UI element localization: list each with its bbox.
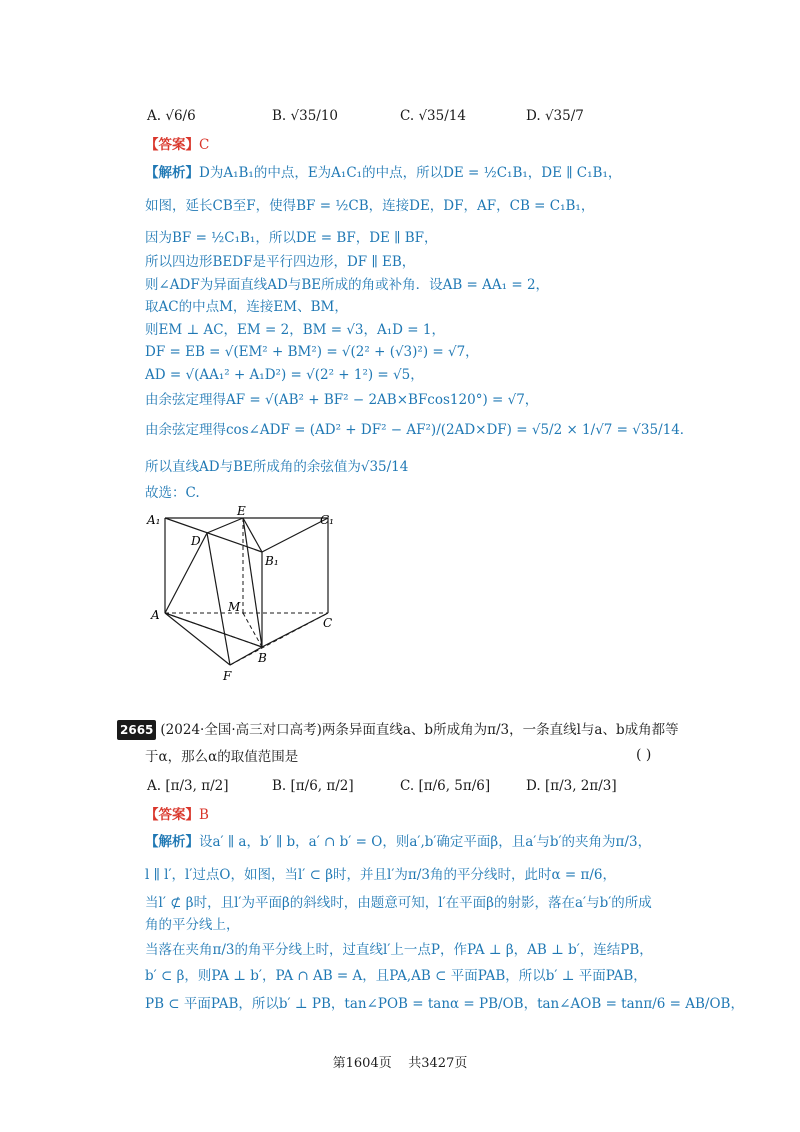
option-label: D. [526,108,541,124]
option-value: [π/3, 2π/3] [544,778,617,794]
q2-option-b [272,778,354,794]
q2-stem-line-1 [117,720,679,740]
label-b1: B₁ [265,554,279,568]
q2-stem-line-2: 于α，那么α的取值范围是 [145,749,299,765]
q2-option-d [526,778,617,794]
q2-analysis-line-4: 角的平分线上， [145,917,240,933]
edge-d-a [165,533,207,613]
edge-e-b [243,518,262,647]
question-number: 2665 [117,720,156,740]
label-d: D [191,534,201,548]
q1-option-c [400,108,466,124]
option-value: [π/6, 5π/6] [418,778,491,794]
answer-tag: 【答案】 [145,137,199,153]
label-a: A [151,608,160,622]
q1-analysis-line-12: 所以直线AD与BE所成角的余弦值为√35/14 [145,459,409,475]
prism-figure [145,505,365,690]
q1-option-b [272,108,338,124]
edge-f-c-hidden [230,613,328,665]
edge-b1-c1 [262,518,328,552]
answer-paren: ( ) [636,747,652,763]
option-label: C. [400,108,415,124]
label-b: B [258,651,267,665]
option-label: B. [272,108,287,124]
option-label: A. [147,778,162,794]
option-label: C. [400,778,415,794]
option-value: [π/3, π/2] [165,778,229,794]
q2-analysis-line-3: 当l′ ⊄ β时，且l′为平面β的斜线时，由题意可知，l′在平面β的射影，落在a′与b′的所成 [145,895,652,911]
q1-analysis-line-1 [145,163,621,183]
q2-option-c [400,778,490,794]
label-a1: A₁ [147,513,161,527]
q1-analysis-line-7: 则EM ⊥ AC，EM = 2，BM = √3，A₁D = 1， [145,322,445,338]
q1-analysis-line-5: 则∠ADF为异面直线AD与BE所成的角或补角．设AB = AA₁ = 2， [145,277,550,293]
label-e: E [237,505,246,518]
q1-analysis-line-8: DF = EB = √(EM² + BM²) = √(2² + (√3)²) = √7， [145,344,479,360]
stem-text: (2024·全国·高三对口高考)两条异面直线a、b所成角为π/3，一条直线l与a、b成角都等 [160,722,679,738]
option-label: A. [147,108,162,124]
answer-tag: 【答案】 [145,807,199,823]
q1-option-d [526,108,584,124]
option-value: [π/6, π/2] [290,778,354,794]
q1-analysis-line-13: 故选：C. [145,485,200,501]
q1-analysis-line-2: 如图，延长CB至F，使得BF = ½CB，连接DE，DF，AF，CB = C₁B₁， [145,198,595,214]
q2-analysis-line-2: l ∥ l′，l′过点O，如图，当l′ ⊂ β时，并且l′为π/3角的平分线时，此时α = π/6， [145,867,616,883]
q2-analysis-line-1 [145,832,651,852]
q1-analysis-line-6: 取AC的中点M，连接EM、BM， [145,299,348,315]
analysis-text: 设a′ ∥ a，b′ ∥ b，a′ ∩ b′ = O，则a′,b′确定平面β，且a′与b′的夹角为π/3， [199,834,652,850]
option-value: √35/14 [418,108,466,124]
option-label: D. [526,778,541,794]
q2-analysis-line-5: 当落在夹角π/3的角平分线上时，过直线l′上一点P，作PA ⊥ β，AB ⊥ b′，连结PB， [145,942,653,958]
answer-value: B [199,807,209,823]
page-footer [0,1052,800,1071]
answer-value: C [199,137,210,153]
edge-d-f [207,533,230,665]
q2-analysis-line-6: b′ ⊂ β，则PA ⊥ b′，PA ∩ AB = A，且PA,AB ⊂ 平面PAB，所以b′ ⊥ 平面PAB， [145,968,647,984]
edge-a1-b-hidden [165,613,262,647]
page-total: 共3427页 [408,1056,468,1071]
q1-analysis-line-10: 由余弦定理得AF = √(AB² + BF² − 2AB×BFcos120°) = √7， [145,392,539,408]
q1-analysis-line-11: 由余弦定理得cos∠ADF = (AD² + DF² − AF²)/(2AD×DF) = √5/2 × 1/√7 = √35/14． [145,422,694,438]
edge-d-e [207,518,243,533]
option-value: √35/10 [290,108,339,124]
q1-analysis-line-4: 所以四边形BEDF是平行四边形，DF ∥ EB， [145,254,416,270]
q2-option-a [147,778,228,794]
analysis-tag: 【解析】 [145,165,199,181]
q1-answer [145,135,209,155]
option-label: B. [272,778,287,794]
q1-analysis-line-9: AD = √(AA₁² + A₁D²) = √(2² + 1²) = √5， [145,367,424,383]
label-c: C [323,616,333,630]
edge-a-f [165,613,230,665]
q2-answer [145,805,209,825]
option-value: √6/6 [165,108,196,124]
label-m: M [228,600,241,614]
analysis-text: D为A₁B₁的中点，E为A₁C₁的中点，所以DE = ½C₁B₁，DE ∥ C₁B₁， [199,165,622,181]
q1-analysis-line-3: 因为BF = ½C₁B₁，所以DE = BF，DE ∥ BF， [145,230,438,246]
analysis-tag: 【解析】 [145,834,199,850]
q1-option-a [147,108,196,124]
q2-analysis-line-7: PB ⊂ 平面PAB，所以b′ ⊥ PB，tan∠POB = tanα = PB/OB，tan∠AOB = tanπ/6 = AB/OB， [145,996,744,1012]
label-f: F [223,669,232,683]
label-c1: C₁ [320,513,334,527]
page-number: 第1604页 [332,1056,392,1071]
option-value: √35/7 [544,108,584,124]
